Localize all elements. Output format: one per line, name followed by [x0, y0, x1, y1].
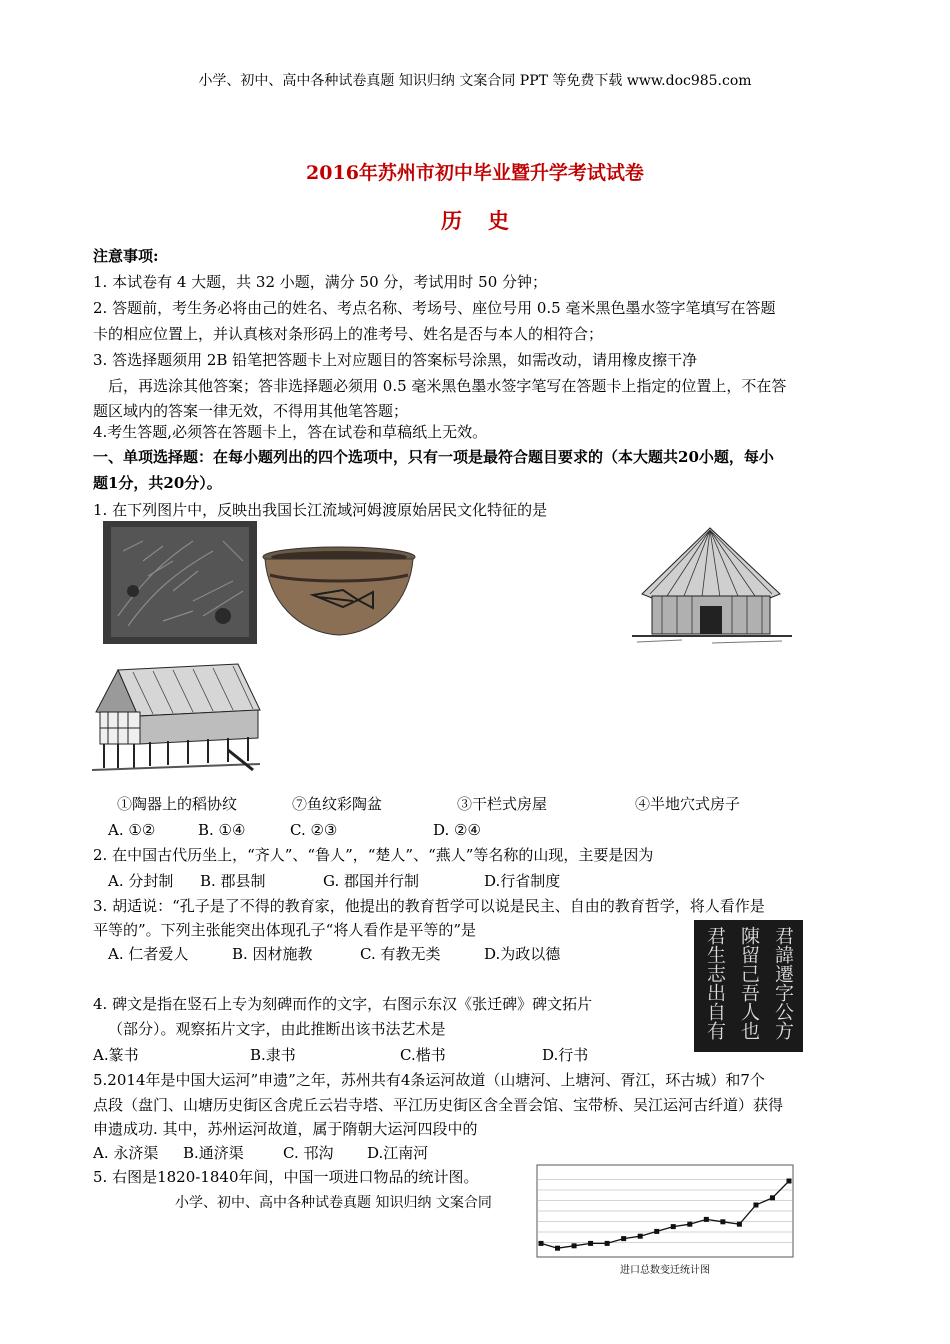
chart-data-point	[588, 1241, 593, 1246]
chart-svg	[535, 1163, 797, 1279]
chart-data-point	[654, 1229, 659, 1234]
fish-pattern-basin-image	[258, 545, 420, 638]
q1-option: B. ①④	[198, 821, 246, 839]
chart-data-point	[605, 1241, 610, 1246]
rice-pattern-pottery-image	[103, 521, 257, 644]
q5a-option: B.通济渠	[183, 1144, 244, 1162]
notes-line: 1. 本试卷有 4 大题，共 32 小题，满分 50 分，考试用时 50 分钟；	[93, 273, 548, 291]
notes-line: 后，再选涂其他答案；答非选择题必须用 0.5 毫米黑色墨水签字笔写在答题卡上指定的位置上，不在答	[108, 377, 787, 395]
stilt-house-image	[88, 660, 263, 777]
q4-option: C.楷书	[400, 1046, 446, 1064]
q3-stem-line2: 平等的”。下列主张能突出体现孔子“将人看作是平等的”是	[93, 921, 477, 939]
exam-title: 2016年苏州市初中毕业暨升学考试试卷	[306, 162, 644, 184]
chart-data-point	[753, 1203, 758, 1208]
notes-line: 2. 答题前，考生务必将由己的姓名、考点名称、考场号、座位号用 0.5 毫米黑色墨水签字笔填写在答题	[93, 299, 776, 317]
chart-data-point	[770, 1195, 775, 1200]
q5a-stem-line2: 点段（盘门、山塘历史街区含虎丘云岩寺塔、平江历史街区含全晋会馆、宝带桥、吴江运河古纤道）获得	[93, 1096, 784, 1114]
q3-stem-line1: 3. 胡适说：“孔子是了不得的教育家，他提出的教育哲学可以说是民主、自由的教育哲学，将人看作是	[93, 897, 765, 915]
q3-option: C. 有教无类	[360, 945, 441, 963]
q2-stem: 2. 在中国古代历坐上，“齐人”、“鲁人”，“楚人”、“燕人”等名称的山现，主要是因为	[93, 846, 654, 864]
chart-data-point	[621, 1236, 626, 1241]
q1-option: A. ①②	[108, 821, 156, 839]
q2-option: A. 分封制	[108, 872, 174, 890]
chart-title: 进口总数变迁统计图	[620, 1265, 710, 1276]
q1-caption: ⑦鱼纹彩陶盆	[292, 795, 383, 813]
q5a-stem-line3: 申遗成功. 其中，苏州运河故道，属于隋朝大运河四段中的	[93, 1120, 478, 1138]
q1-option: D. ②④	[433, 821, 481, 839]
q1-caption: ③干栏式房屋	[457, 795, 548, 813]
notes-line: 4.考生答题,必须答在答题卡上，答在试卷和草稿纸上无效。	[93, 423, 488, 441]
notes-line: 3. 答选择题须用 2B 铅笔把答题卡上对应题目的答案标号涂黑，如需改动，请用橡皮擦干净	[93, 351, 698, 369]
q4-stem-line1: 4. 碑文是指在竖石上专为刻碑而作的文字，右图示东汉《张迁碑》碑文拓片	[93, 995, 593, 1013]
zhang-qian-stele-rubbing-image	[694, 920, 803, 1052]
q4-option: D.行书	[542, 1046, 589, 1064]
q4-option: A.篆书	[93, 1046, 139, 1064]
semi-subterranean-house-image	[622, 524, 799, 650]
q1-option: C. ②③	[290, 821, 338, 839]
q5a-option: D.江南河	[367, 1144, 429, 1162]
q4-option: B.隶书	[250, 1046, 296, 1064]
q4-stem-line2: （部分）。观察拓片文字，由此推断出该书法艺术是	[108, 1020, 446, 1038]
q3-option: D.为政以德	[484, 945, 561, 963]
section1-line2: 题1分，共20分）。	[93, 474, 222, 492]
q5a-option: A. 永济渠	[93, 1144, 159, 1162]
notes-line: 题区域内的答案一律无效，不得用其他笔答题；	[93, 402, 409, 420]
chart-data-point	[704, 1217, 709, 1222]
q2-option: B. 郡县制	[200, 872, 266, 890]
import-statistics-chart	[535, 1163, 797, 1279]
notes-heading: 注意事项:	[93, 247, 159, 265]
rubbing-column: 陳留己吾人也	[738, 926, 760, 1040]
chart-data-point	[720, 1219, 725, 1224]
q1-caption: ④半地穴式房子	[635, 795, 741, 813]
rubbing-column: 君生志出自有	[704, 926, 726, 1040]
chart-data-point	[555, 1246, 560, 1251]
chart-data-point	[737, 1222, 742, 1227]
footer-banner: 小学、初中、高中各种试卷真题 知识归纳 文案合同	[175, 1195, 492, 1211]
q3-option: B. 因材施教	[232, 945, 313, 963]
chart-data-point	[687, 1222, 692, 1227]
chart-data-point	[638, 1234, 643, 1239]
q5a-option: C. 邗沟	[283, 1144, 334, 1162]
notes-line: 卡的相应位置上，并认真核对条形码上的准考号、姓名是否与本人的相符合；	[93, 325, 604, 343]
q1-stem: 1. 在下列图片中，反映出我国长江流域河姆渡原始居民文化特征的是	[93, 501, 548, 519]
q5a-stem-line1: 5.2014年是中国大运河”申遗”之年，苏州共有4条运河故道（山塘河、上塘河、胥江，环古城）和7个	[93, 1071, 765, 1089]
q2-option: G. 郡国并行制	[323, 872, 419, 890]
chart-data-point	[787, 1179, 792, 1184]
chart-data-point	[539, 1241, 544, 1246]
section1-line1: 一、单项选择题：在每小题列出的四个选项中，只有一项是最符合题目要求的（本大题共20小题，每小	[93, 448, 774, 466]
q2-option: D.行省制度	[484, 872, 561, 890]
chart-data-point	[572, 1243, 577, 1248]
subject-title: 历史	[441, 208, 535, 233]
q1-caption: ①陶器上的稻协纹	[117, 795, 238, 813]
rubbing-column: 君諱遷字公方	[772, 926, 794, 1040]
header-banner: 小学、初中、高中各种试卷真题 知识归纳 文案合同 PPT 等免费下载 www.doc985.com	[198, 73, 752, 89]
chart-data-point	[671, 1224, 676, 1229]
q3-option: A. 仁者爱人	[108, 945, 189, 963]
q5b-stem: 5. 右图是1820-1840年间，中国一项进口物品的统计图。	[93, 1168, 479, 1186]
